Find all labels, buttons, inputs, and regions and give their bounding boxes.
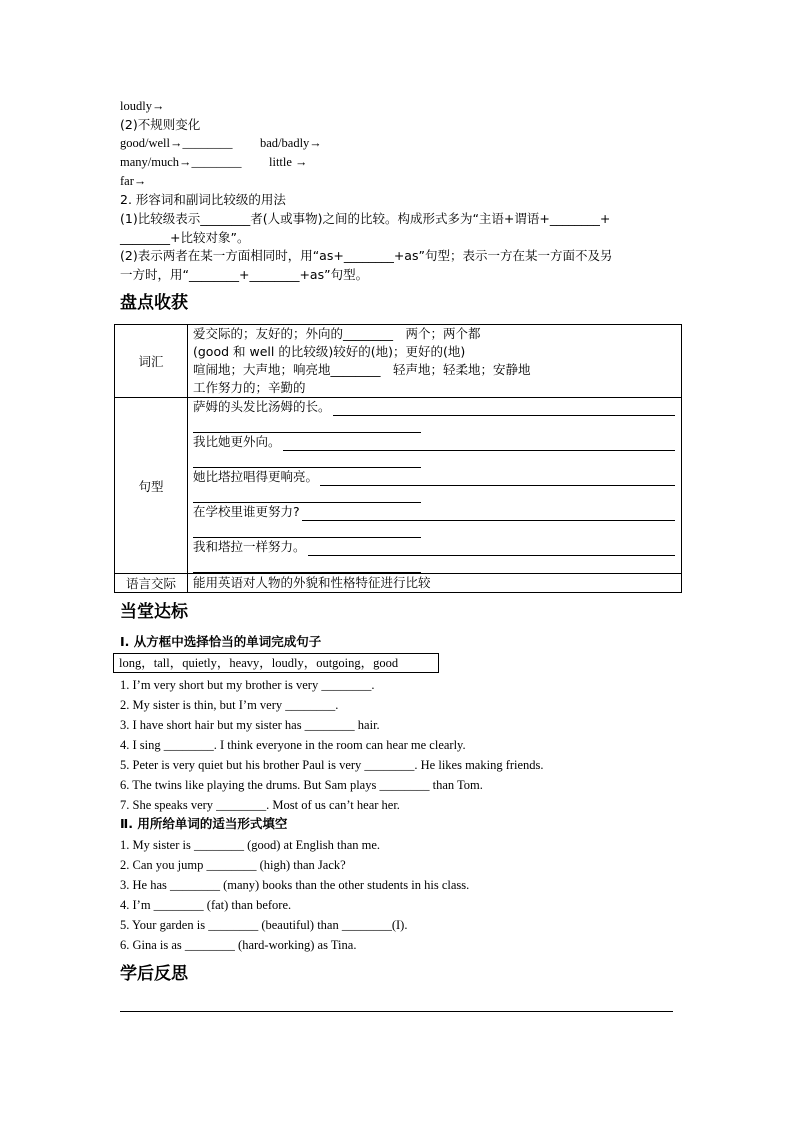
- vocab-line: 爱交际的；友好的；外向的________ 两个；两个都: [193, 326, 481, 341]
- reflection-answer-line: [120, 1011, 673, 1012]
- communication-text: 能用英语对人物的外貌和性格特征进行比较: [188, 574, 682, 593]
- exercise-item: 4. I sing ________. I think everyone in the room can hear me clearly.: [120, 738, 466, 752]
- sentence-row: [115, 398, 682, 574]
- usage2-line-a: (2)表示两者在某一方面相同时，用“as+________+as”句型；表示一方在某一方面不及另: [120, 248, 613, 263]
- answer-line: [193, 451, 421, 468]
- vocab-line: 喧闹地；大声地；响亮地________ 轻声地；轻柔地；安静地: [193, 362, 531, 377]
- sentence-text: 我和塔拉一样努力。: [193, 539, 306, 554]
- vocab-label: 词汇: [115, 325, 188, 398]
- bad-badly-line: bad/badly→: [260, 136, 322, 150]
- little-line: little →: [269, 155, 308, 169]
- exercise-item: 5. Peter is very quiet but his brother Paul is very ________. He likes making friends.: [120, 758, 544, 772]
- far-line: far→: [120, 174, 147, 188]
- communication-row: [115, 574, 682, 593]
- exercise-item: 1. I’m very short but my brother is very ________.: [120, 678, 375, 692]
- usage1-line-b: ________+比较对象”。: [120, 230, 250, 245]
- usage2-line-b: 一方时，用“________+________+as”句型。: [120, 267, 369, 282]
- review-table: [114, 324, 682, 593]
- review-heading: 盘点收获: [120, 293, 188, 313]
- sentence-item: [193, 433, 675, 451]
- exercise-item: 4. I’m ________ (fat) than before.: [120, 898, 292, 912]
- answer-line: [283, 438, 675, 451]
- sentence-content: [188, 398, 682, 574]
- loudly-line: loudly→: [120, 99, 165, 113]
- usage-heading: 2. 形容词和副词比较级的用法: [120, 192, 286, 207]
- vocab-line: 工作努力的；辛勤的: [193, 380, 306, 395]
- sentence-item: [193, 503, 675, 521]
- vocab-row: [115, 325, 682, 398]
- exercise-item: 3. I have short hair but my sister has ________ hair.: [120, 718, 380, 732]
- sentence-text: 在学校里谁更努力?: [193, 504, 300, 519]
- irregular-heading: (2)不规则变化: [120, 117, 201, 132]
- answer-line: [320, 473, 675, 486]
- part1-heading: Ⅰ. 从方框中选择恰当的单词完成句子: [120, 634, 322, 649]
- exercise-item: 2. My sister is thin, but I’m very ________.: [120, 698, 339, 712]
- word-box: long，tall，quietly，heavy，loudly，outgoing，good: [113, 653, 439, 673]
- answer-line: [193, 556, 421, 573]
- sentence-item: [193, 468, 675, 486]
- usage1-line-a: (1)比较级表示________者(人或事物)之间的比较。构成形式多为“主语+谓语+________+: [120, 211, 611, 226]
- exercise-item: 1. My sister is ________ (good) at English than me.: [120, 838, 381, 852]
- answer-line: [333, 403, 675, 416]
- sentence-label: 句型: [115, 398, 188, 574]
- exercise-item: 7. She speaks very ________. Most of us can’t hear her.: [120, 798, 400, 812]
- answer-line: [302, 508, 675, 521]
- sentence-text: 她比塔拉唱得更响亮。: [193, 469, 319, 484]
- sentence-item: [193, 538, 675, 556]
- exercise-item: 2. Can you jump ________ (high) than Jack?: [120, 858, 346, 872]
- answer-line: [193, 521, 421, 538]
- vocab-content: [188, 325, 682, 398]
- communication-label: 语言交际: [115, 574, 188, 593]
- vocab-line: (good 和 well 的比较级)较好的(地)；更好的(地): [193, 344, 466, 359]
- sentence-text: 我比她更外向。: [193, 434, 281, 449]
- sentence-item: [193, 398, 675, 416]
- exercise-item: 6. The twins like playing the drums. But Sam plays ________ than Tom.: [120, 778, 483, 792]
- good-well-line: good/well→________: [120, 136, 233, 150]
- answer-line: [193, 486, 421, 503]
- part2-heading: Ⅱ. 用所给单词的适当形式填空: [120, 816, 288, 831]
- many-much-line: many/much→________: [120, 155, 242, 169]
- exercise-item: 5. Your garden is ________ (beautiful) than ________(I).: [120, 918, 408, 932]
- answer-line: [308, 543, 675, 556]
- sentence-text: 萨姆的头发比汤姆的长。: [193, 399, 331, 414]
- reflection-heading: 学后反思: [120, 964, 188, 984]
- practice-heading: 当堂达标: [120, 602, 188, 622]
- exercise-item: 3. He has ________ (many) books than the other students in his class.: [120, 878, 470, 892]
- exercise-item: 6. Gina is as ________ (hard-working) as Tina.: [120, 938, 357, 952]
- answer-line: [193, 416, 421, 433]
